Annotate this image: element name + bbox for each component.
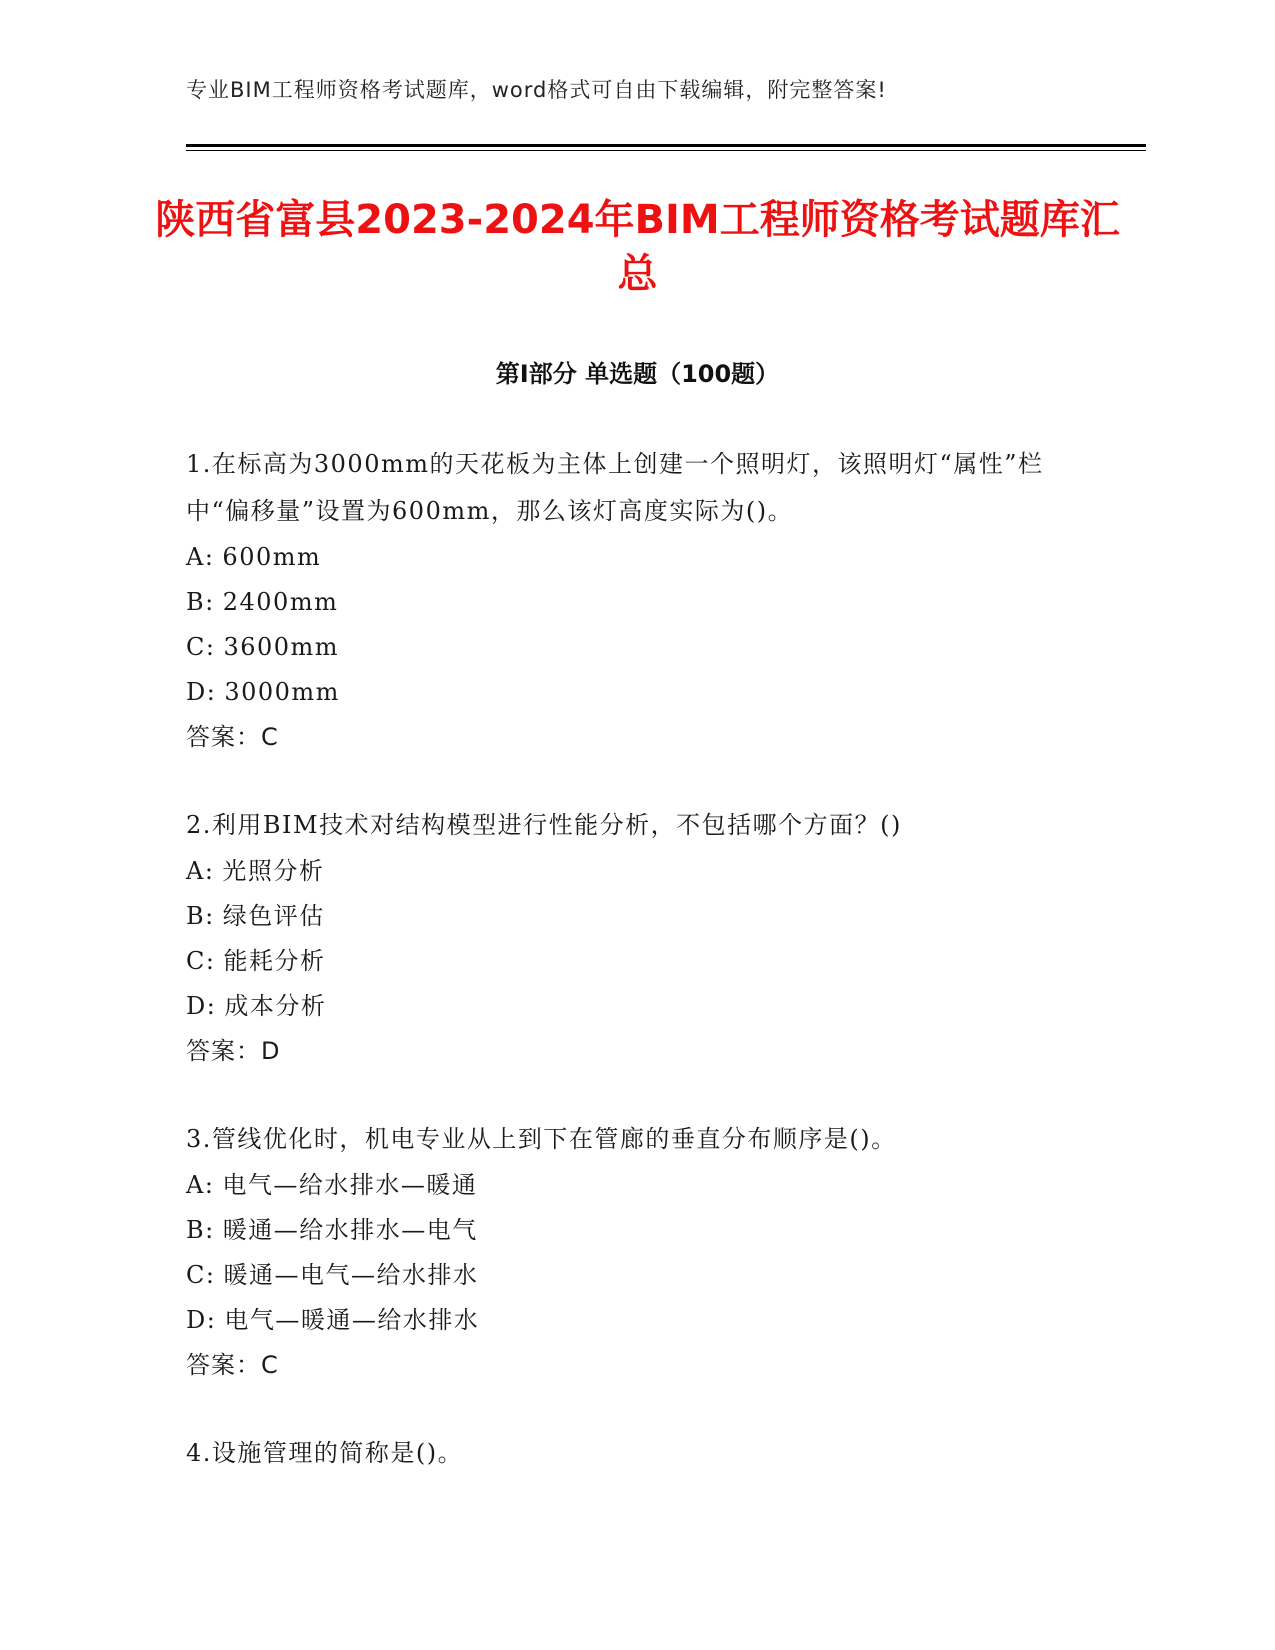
option-letter: C:: [186, 633, 216, 661]
option-letter: D:: [186, 992, 217, 1020]
option-text: 3600mm: [223, 633, 340, 661]
question-2: [186, 802, 1086, 1074]
answer: 答案：D: [186, 1037, 281, 1065]
option-text: 电气—暖通—给水排水: [224, 1306, 480, 1334]
option-letter: B:: [186, 1216, 215, 1244]
document-title: 陕西省富县2023-2024年BIM工程师资格考试题库汇总: [155, 197, 1120, 297]
option-letter: B:: [186, 588, 215, 616]
question-spacer: [186, 1388, 1086, 1430]
answer: 答案：C: [186, 1351, 279, 1379]
option-text: 光照分析: [222, 857, 325, 885]
question-1: [186, 441, 1086, 760]
option-letter: C:: [186, 947, 216, 975]
question-stem: 4.设施管理的简称是()。: [186, 1439, 464, 1467]
header-note: 专业BIM工程师资格考试题库，word格式可自由下载编辑，附完整答案!: [186, 78, 887, 102]
option-text: 3000mm: [224, 678, 340, 706]
question-3: [186, 1116, 1086, 1388]
option-b: [186, 1208, 1086, 1253]
option-letter: C:: [186, 1261, 216, 1289]
option-text: 电气—给水排水—暖通: [222, 1171, 478, 1199]
option-d: [186, 1298, 1086, 1343]
question-stem: 1.在标高为3000mm的天花板为主体上创建一个照明灯，该照明灯“属性”栏中“偏移量”设置为600mm，那么该灯高度实际为()。: [186, 450, 1044, 525]
option-letter: D:: [186, 1306, 217, 1334]
option-d: [186, 984, 1086, 1029]
header-rule-thin: [186, 150, 1146, 151]
question-spacer: [186, 1074, 1086, 1116]
question-stem: 3.管线优化时，机电专业从上到下在管廊的垂直分布顺序是()。: [186, 1125, 897, 1153]
option-a: [186, 535, 1086, 580]
question-list: [186, 441, 1086, 1477]
header-rule-thick: [186, 144, 1146, 147]
option-b: [186, 580, 1086, 625]
option-text: 暖通—电气—给水排水: [223, 1261, 479, 1289]
answer: 答案：C: [186, 723, 279, 751]
option-c: [186, 1253, 1086, 1298]
option-letter: B:: [186, 902, 215, 930]
option-a: [186, 849, 1086, 894]
option-text: 600mm: [222, 543, 322, 571]
section-heading: 第I部分 单选题（100题）: [495, 360, 780, 388]
option-d: [186, 670, 1086, 715]
option-b: [186, 894, 1086, 939]
question-4: [186, 1430, 1086, 1477]
option-text: 绿色评估: [222, 902, 325, 930]
question-stem: 2.利用BIM技术对结构模型进行性能分析，不包括哪个方面？(): [186, 811, 902, 839]
option-text: 2400mm: [222, 588, 339, 616]
option-c: [186, 939, 1086, 984]
option-letter: D:: [186, 678, 217, 706]
question-spacer: [186, 760, 1086, 802]
option-letter: A:: [186, 857, 215, 885]
option-text: 成本分析: [224, 992, 327, 1020]
option-text: 暖通—给水排水—电气: [222, 1216, 478, 1244]
option-letter: A:: [186, 1171, 215, 1199]
option-c: [186, 625, 1086, 670]
option-letter: A:: [186, 543, 215, 571]
option-text: 能耗分析: [223, 947, 326, 975]
option-a: [186, 1163, 1086, 1208]
